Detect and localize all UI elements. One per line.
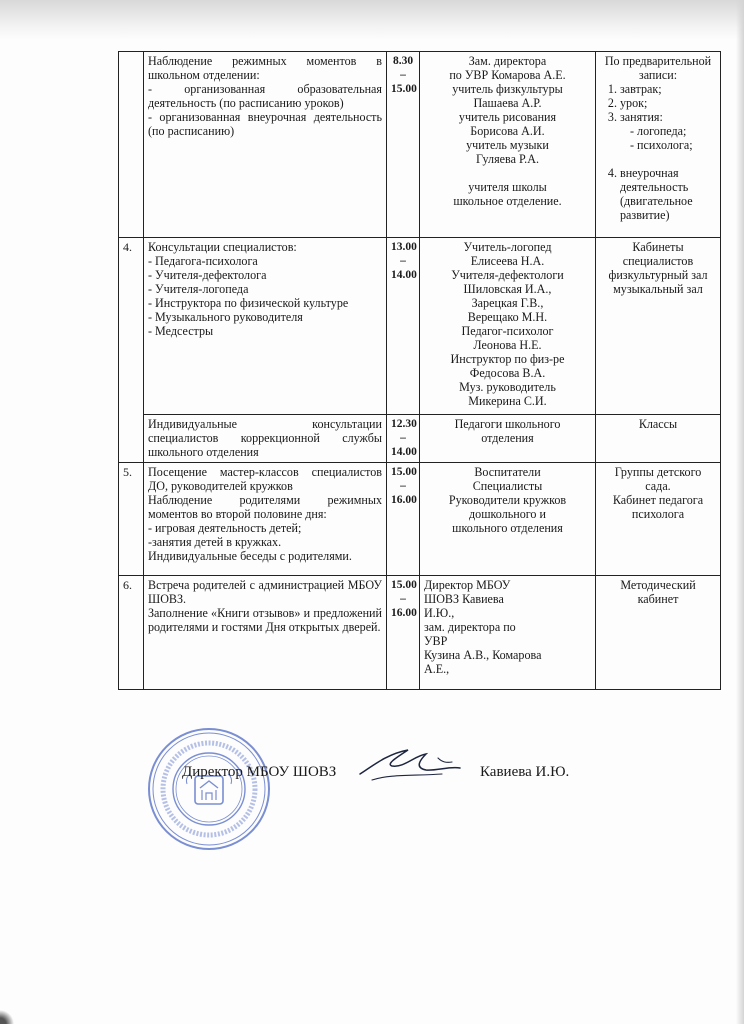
activity-item: - Учителя-логопеда bbox=[148, 282, 249, 296]
place-line: Группы детского bbox=[614, 465, 702, 479]
place-line: Кабинет педагога bbox=[612, 493, 704, 507]
activity-cell bbox=[144, 463, 387, 576]
staff-line: Учителя-дефектологи bbox=[451, 268, 564, 282]
staff-line: Учитель-логопед bbox=[463, 240, 552, 254]
handwritten-signature bbox=[356, 744, 466, 788]
staff-line: по УВР Комарова А.Е. bbox=[449, 68, 566, 82]
list-subitem: - логопеда; bbox=[630, 124, 687, 138]
activity-cell bbox=[144, 576, 387, 690]
staff-line: школьное отделение. bbox=[453, 194, 562, 208]
table-row-6 bbox=[119, 576, 721, 690]
place-line: Методический bbox=[620, 578, 696, 592]
time-start: 13.00 bbox=[391, 241, 417, 253]
time-start: 15.00 bbox=[391, 579, 417, 591]
staff-line: УВР bbox=[424, 634, 448, 648]
place-cell bbox=[596, 52, 721, 238]
time-dash: – bbox=[400, 593, 406, 605]
time-end: 16.00 bbox=[391, 607, 417, 619]
row-number-cell bbox=[119, 52, 144, 238]
place-line: Классы bbox=[638, 417, 678, 431]
time-cell bbox=[387, 415, 420, 463]
staff-line: Кузина А.В., Комарова bbox=[424, 648, 542, 662]
visit-list bbox=[600, 82, 716, 222]
staff-line: учитель музыки bbox=[466, 138, 549, 152]
list-subitem: - психолога; bbox=[630, 138, 693, 152]
time-end: 15.00 bbox=[391, 83, 417, 95]
time-cell bbox=[387, 576, 420, 690]
row-number-cell: 5. bbox=[119, 463, 144, 576]
staff-line: дошкольного и bbox=[469, 507, 546, 521]
activity-item: Индивидуальные беседы с родителями. bbox=[148, 549, 352, 563]
table-row-5 bbox=[119, 463, 721, 576]
place-cell bbox=[596, 576, 721, 690]
list-item: 1. завтрак; bbox=[620, 82, 716, 96]
staff-line: Зам. директора bbox=[468, 54, 547, 68]
staff-line: Муз. руководитель bbox=[459, 380, 556, 394]
time-end: 14.00 bbox=[391, 446, 417, 458]
staff-cell bbox=[420, 415, 596, 463]
place-cell bbox=[596, 415, 721, 463]
activity-title: Консультации специалистов: bbox=[148, 240, 297, 254]
staff-line: Верещако М.Н. bbox=[467, 310, 548, 324]
place-line: сада. bbox=[645, 479, 671, 493]
activity-item: - Педагога-психолога bbox=[148, 254, 258, 268]
staff-line: учитель рисования bbox=[458, 110, 557, 124]
staff-line-blank bbox=[424, 166, 591, 180]
activity-title: Наблюдение режимных моментов в школьном отделении: bbox=[148, 54, 382, 82]
activity-item: - Учителя-дефектолога bbox=[148, 268, 267, 282]
staff-line: Леонова Н.Е. bbox=[473, 338, 542, 352]
staff-line: Специалисты bbox=[472, 479, 543, 493]
activity-item: -занятия детей в кружках. bbox=[148, 535, 282, 549]
staff-line: Елисеева Н.А. bbox=[470, 254, 545, 268]
time-start: 15.00 bbox=[391, 466, 417, 478]
activity-item: - Музыкального руководителя bbox=[148, 310, 303, 324]
staff-line: Гуляева Р.А. bbox=[476, 152, 539, 166]
time-dash: – bbox=[400, 432, 406, 444]
staff-line: Инструктор по физ-ре bbox=[450, 352, 565, 366]
activity-cell bbox=[144, 52, 387, 238]
staff-line: Директор МБОУ bbox=[424, 578, 511, 592]
place-line: музыкальный зал bbox=[613, 282, 703, 296]
time-end: 16.00 bbox=[391, 494, 417, 506]
table-row-observation bbox=[119, 52, 721, 238]
staff-cell bbox=[420, 576, 596, 690]
activity-item: - Медсестры bbox=[148, 324, 214, 338]
staff-line: Микерина С.И. bbox=[468, 394, 547, 408]
list-item: 2. урок; bbox=[620, 96, 716, 110]
place-line: Кабинеты bbox=[632, 240, 684, 254]
staff-line: школьного отделения bbox=[452, 521, 563, 535]
staff-cell bbox=[420, 52, 596, 238]
staff-line: Педагог-психолог bbox=[461, 324, 554, 338]
place-line: физкультурный зал bbox=[608, 268, 708, 282]
staff-line: Зарецкая Г.В., bbox=[471, 296, 544, 310]
staff-line: Борисова А.И. bbox=[470, 124, 545, 138]
time-start: 8.30 bbox=[392, 55, 414, 67]
staff-line: А.Е., bbox=[424, 662, 450, 676]
staff-line: Воспитатели bbox=[474, 465, 541, 479]
staff-line: Федосова В.А. bbox=[469, 366, 546, 380]
activity-item: - Инструктора по физической культуре bbox=[148, 296, 349, 310]
time-end: 14.00 bbox=[391, 269, 417, 281]
time-cell bbox=[387, 463, 420, 576]
place-line: кабинет bbox=[637, 592, 679, 606]
activity-cell bbox=[144, 238, 387, 415]
scan-edge-top bbox=[0, 0, 744, 40]
activity-item: - игровая деятельность детей; bbox=[148, 521, 302, 535]
activity-paragraph: Наблюдение родителями режимных моментов во второй половине дня: bbox=[148, 493, 382, 521]
signatory-name: Кавиева И.Ю. bbox=[480, 764, 570, 780]
activity-paragraph: Встреча родителей с администрацией МБОУ ШОВЗ. bbox=[148, 578, 382, 606]
place-line: психолога bbox=[631, 507, 685, 521]
table-row-4b bbox=[119, 415, 721, 463]
row-number-cell: 4. bbox=[119, 238, 144, 463]
staff-line: И.Ю., bbox=[424, 606, 455, 620]
list-item: 4. внеурочная деятельность (двигательное развитие) bbox=[620, 166, 716, 222]
place-cell bbox=[596, 238, 721, 415]
staff-line: учитель физкультуры bbox=[452, 82, 563, 96]
signatory-position: Директор МБОУ ШОВЗ bbox=[182, 764, 337, 780]
row-number-cell: 6. bbox=[119, 576, 144, 690]
scan-corner-mark bbox=[0, 1000, 16, 1024]
activity-paragraph: Заполнение «Книги отзывов» и предложений родителями и гостями Дня открытых дверей. bbox=[148, 606, 382, 634]
staff-line: учителя школы bbox=[468, 180, 547, 194]
place-line: специалистов bbox=[622, 254, 694, 268]
time-cell bbox=[387, 238, 420, 415]
staff-line: Шиловская И.А., bbox=[463, 282, 552, 296]
staff-line: зам. директора по bbox=[424, 620, 516, 634]
time-cell bbox=[387, 52, 420, 238]
place-title: По предварительной записи: bbox=[604, 54, 712, 82]
list-item: 3. занятия: - логопеда; - психолога; bbox=[620, 110, 716, 152]
activity-item: - организованная внеурочная деятельность (по расписанию) bbox=[148, 110, 382, 138]
open-day-schedule-table bbox=[118, 51, 721, 690]
staff-cell bbox=[420, 463, 596, 576]
official-stamp bbox=[146, 726, 272, 852]
scan-edge-right bbox=[736, 0, 744, 1024]
staff-line: Пашаева А.Р. bbox=[473, 96, 542, 110]
time-dash: – bbox=[400, 69, 406, 81]
staff-line: отделения bbox=[481, 431, 534, 445]
activity-cell: Индивидуальные консультации специалистов коррекционной службы школьного отделения bbox=[144, 415, 387, 463]
time-start: 12.30 bbox=[391, 418, 417, 430]
table-row-4 bbox=[119, 238, 721, 415]
staff-cell bbox=[420, 238, 596, 415]
activity-item: - организованная образовательная деятельность (по расписанию уроков) bbox=[148, 82, 382, 110]
time-dash: – bbox=[400, 255, 406, 267]
place-cell bbox=[596, 463, 721, 576]
staff-line: Руководители кружков bbox=[448, 493, 567, 507]
time-dash: – bbox=[400, 480, 406, 492]
staff-line: ШОВЗ Кавиева bbox=[424, 592, 504, 606]
staff-line: Педагоги школьного bbox=[454, 417, 561, 431]
activity-paragraph: Посещение мастер-классов специалистов ДО, руководителей кружков bbox=[148, 465, 382, 493]
